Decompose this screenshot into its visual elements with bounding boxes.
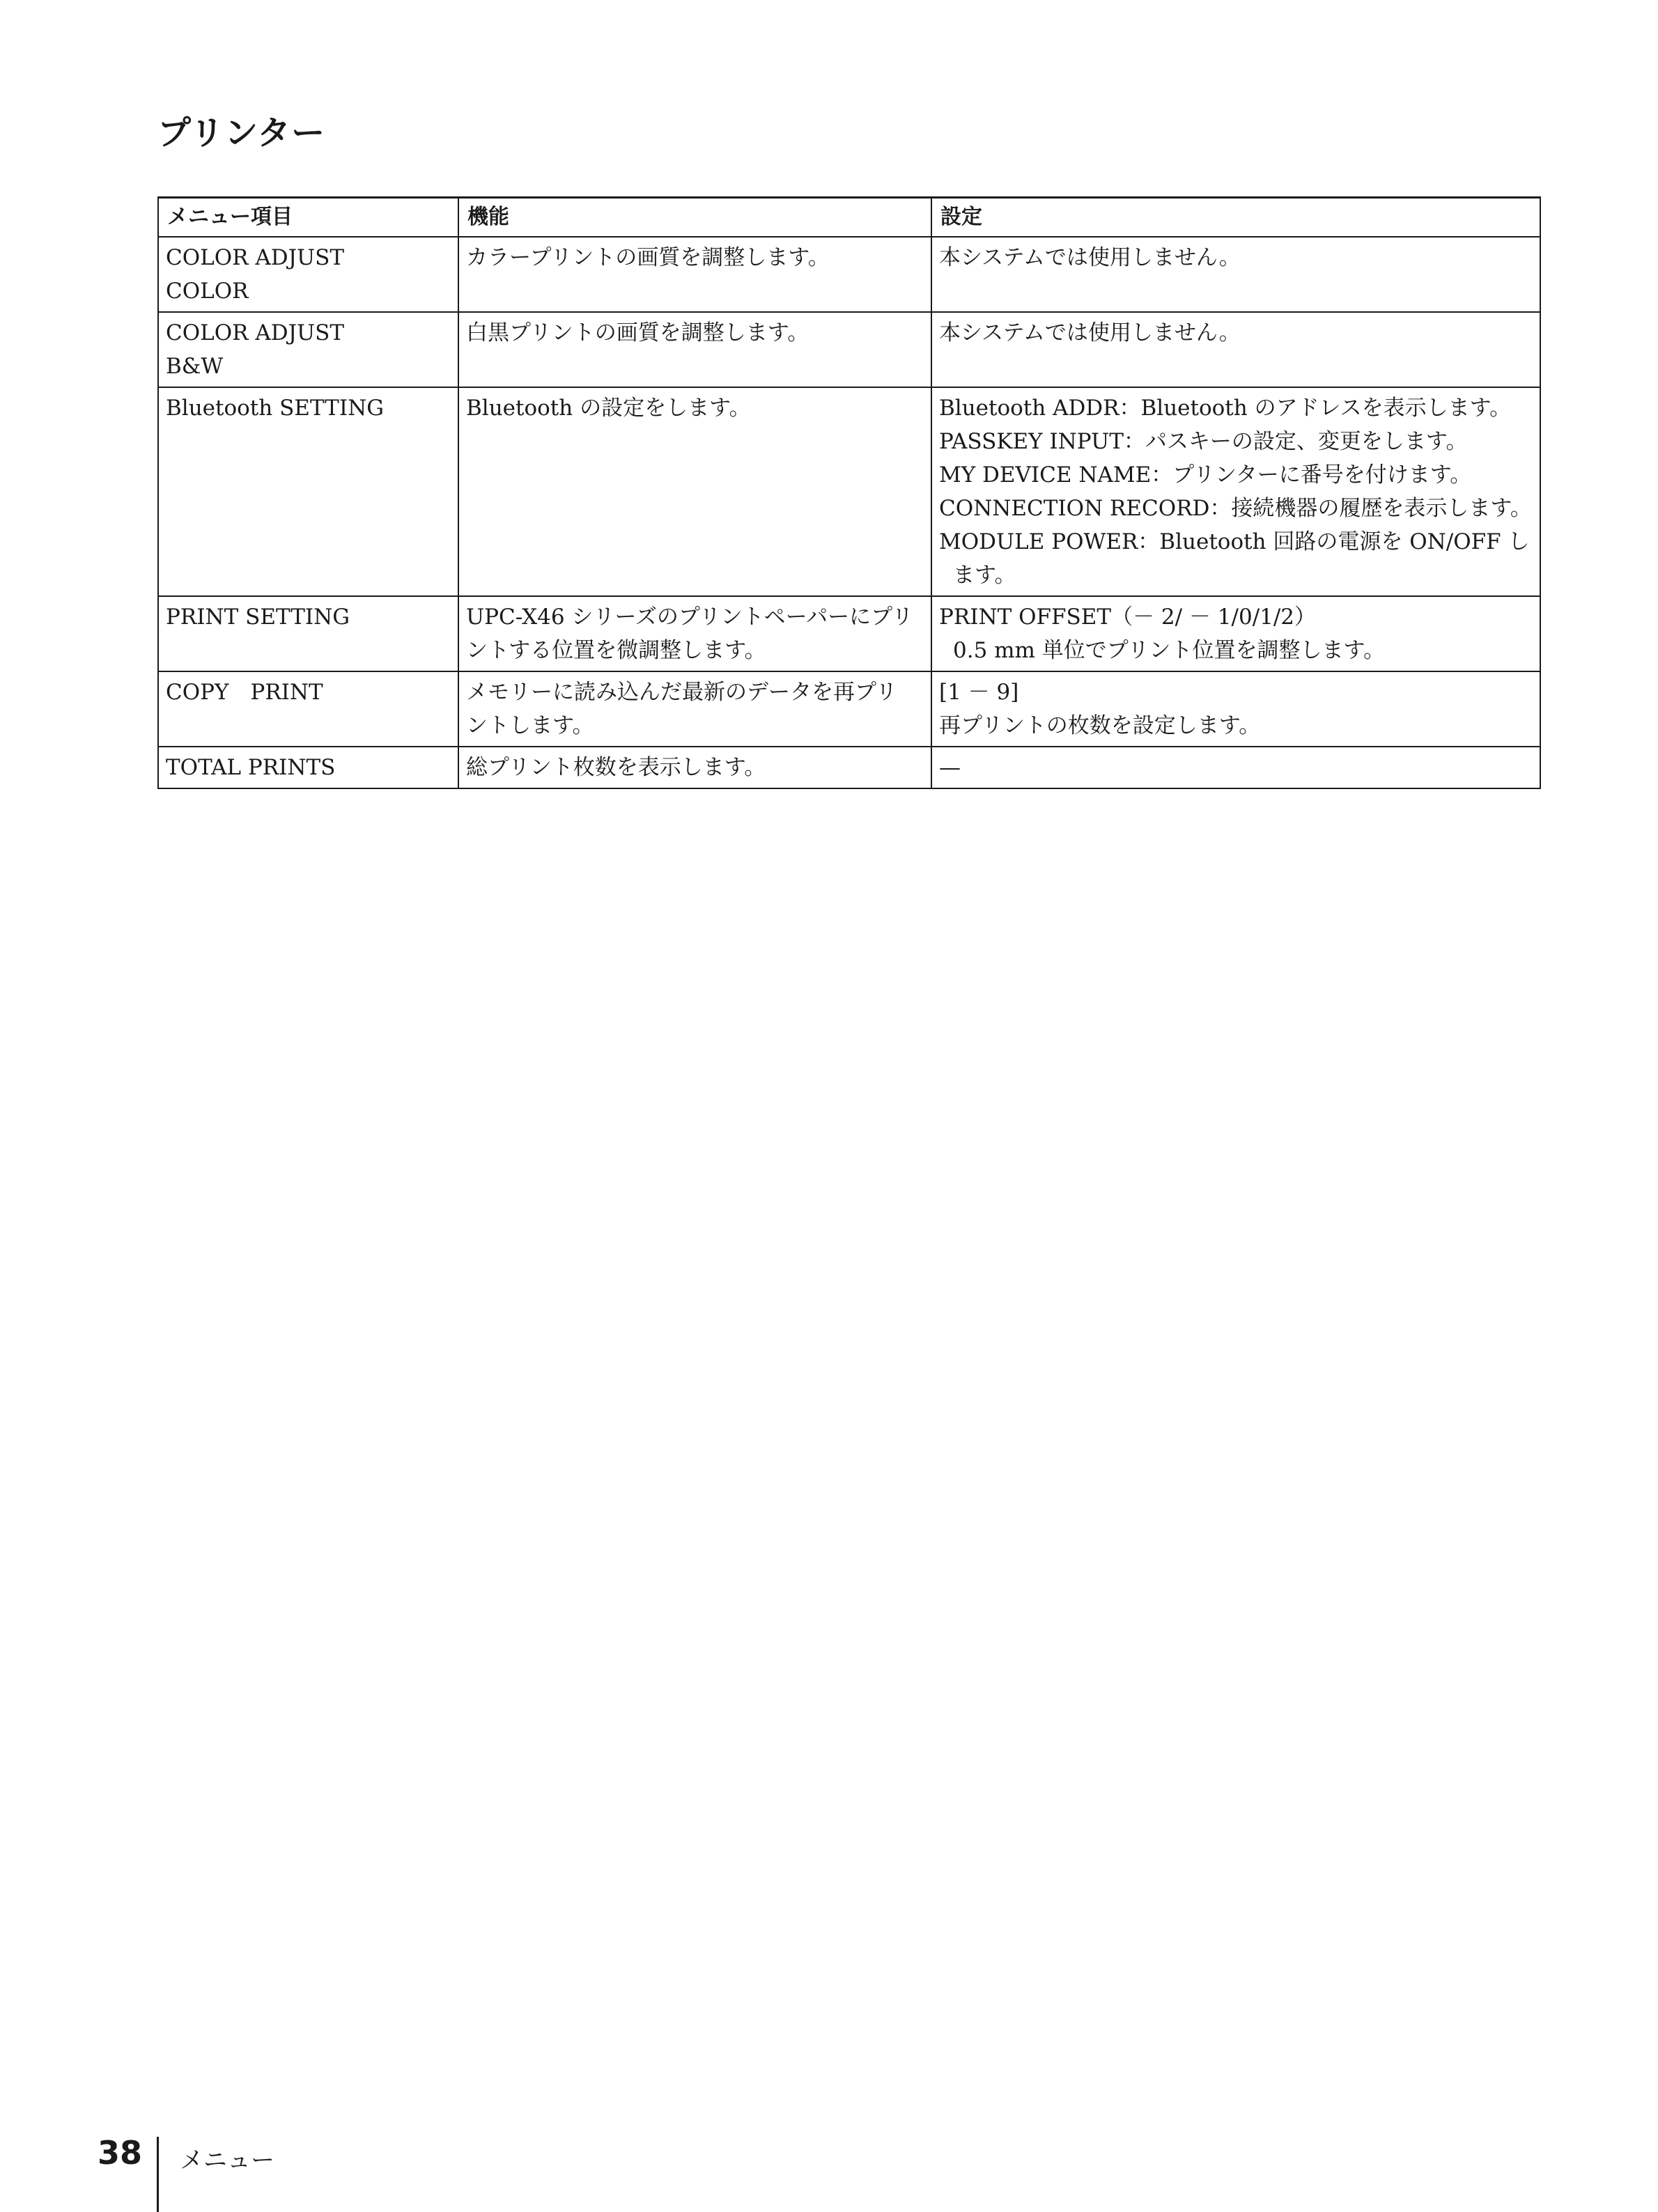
cell-text: CONNECTION RECORD：接続機器の履歴を表示します。 <box>939 496 1532 521</box>
page-title: プリンター <box>157 114 326 153</box>
cell-text: MY DEVICE NAME：プリンターに番号を付けます。 <box>939 462 1472 488</box>
cell-setting <box>931 671 1540 747</box>
table-header-row <box>158 198 1540 237</box>
cell-function <box>458 312 931 387</box>
cell-text: MODULE POWER：Bluetooth 回路の電源を ON/OFF し <box>939 529 1530 554</box>
cell-text: ントする位置を微調整します。 <box>466 638 766 663</box>
cell-menu-item <box>158 312 458 387</box>
table-row <box>158 596 1540 671</box>
cell-menu-item <box>158 387 458 596</box>
cell-text: Bluetooth SETTING <box>166 396 384 421</box>
footer-divider <box>157 2137 159 2212</box>
cell-text: COPY PRINT <box>166 680 323 705</box>
cell-text: 本システムでは使用しません。 <box>939 320 1241 345</box>
cell-text: — <box>939 755 961 780</box>
cell-function <box>458 387 931 596</box>
cell-text: Bluetooth ADDR：Bluetooth のアドレスを表示します。 <box>939 396 1512 421</box>
cell-text: PASSKEY INPUT：パスキーの設定、変更をします。 <box>939 429 1468 454</box>
cell-text: メモリーに読み込んだ最新のデータを再プリ <box>466 680 897 705</box>
menu-table <box>157 196 1541 789</box>
cell-text: [1 － 9] <box>939 680 1019 705</box>
cell-text: 本システムでは使用しません。 <box>939 245 1241 270</box>
cell-text: カラープリントの画質を調整します。 <box>466 245 830 270</box>
cell-text: PRINT OFFSET（－ 2/ － 1/0/1/2） <box>939 605 1317 630</box>
cell-menu-item <box>158 747 458 788</box>
cell-text: Bluetooth の設定をします。 <box>466 396 751 421</box>
cell-function <box>458 671 931 747</box>
cell-menu-item <box>158 671 458 747</box>
footer-section-label: メニュー <box>180 2147 274 2174</box>
table-row <box>158 237 1540 312</box>
cell-function <box>458 596 931 671</box>
cell-text: COLOR ADJUST <box>166 320 345 345</box>
cell-text: COLOR <box>166 279 249 304</box>
cell-setting <box>931 237 1540 312</box>
table-row <box>158 747 1540 788</box>
cell-text: 白黒プリントの画質を調整します。 <box>466 320 809 345</box>
cell-text: ントします。 <box>466 713 594 738</box>
cell-function <box>458 747 931 788</box>
cell-text: 総プリント枚数を表示します。 <box>466 755 766 780</box>
cell-text: ます。 <box>953 563 1016 588</box>
cell-setting <box>931 747 1540 788</box>
page-number: 38 <box>98 2134 143 2172</box>
cell-menu-item <box>158 596 458 671</box>
cell-text: COLOR ADJUST <box>166 245 345 270</box>
cell-function <box>458 237 931 312</box>
cell-setting <box>931 312 1540 387</box>
cell-text: 0.5 mm 単位でプリント位置を調整します。 <box>953 638 1386 663</box>
cell-text: 再プリントの枚数を設定します。 <box>939 713 1261 738</box>
cell-setting <box>931 596 1540 671</box>
cell-menu-item <box>158 237 458 312</box>
cell-setting <box>931 387 1540 596</box>
table-row <box>158 312 1540 387</box>
header-menu-item: メニュー項目 <box>158 198 458 237</box>
cell-text: TOTAL PRINTS <box>166 755 336 780</box>
cell-text: UPC-X46 シリーズのプリントペーパーにプリ <box>466 605 913 630</box>
table-row <box>158 671 1540 747</box>
cell-text: PRINT SETTING <box>166 605 350 630</box>
cell-text: B&W <box>166 354 224 379</box>
table-row <box>158 387 1540 596</box>
header-function: 機能 <box>458 198 931 237</box>
header-setting: 設定 <box>931 198 1540 237</box>
